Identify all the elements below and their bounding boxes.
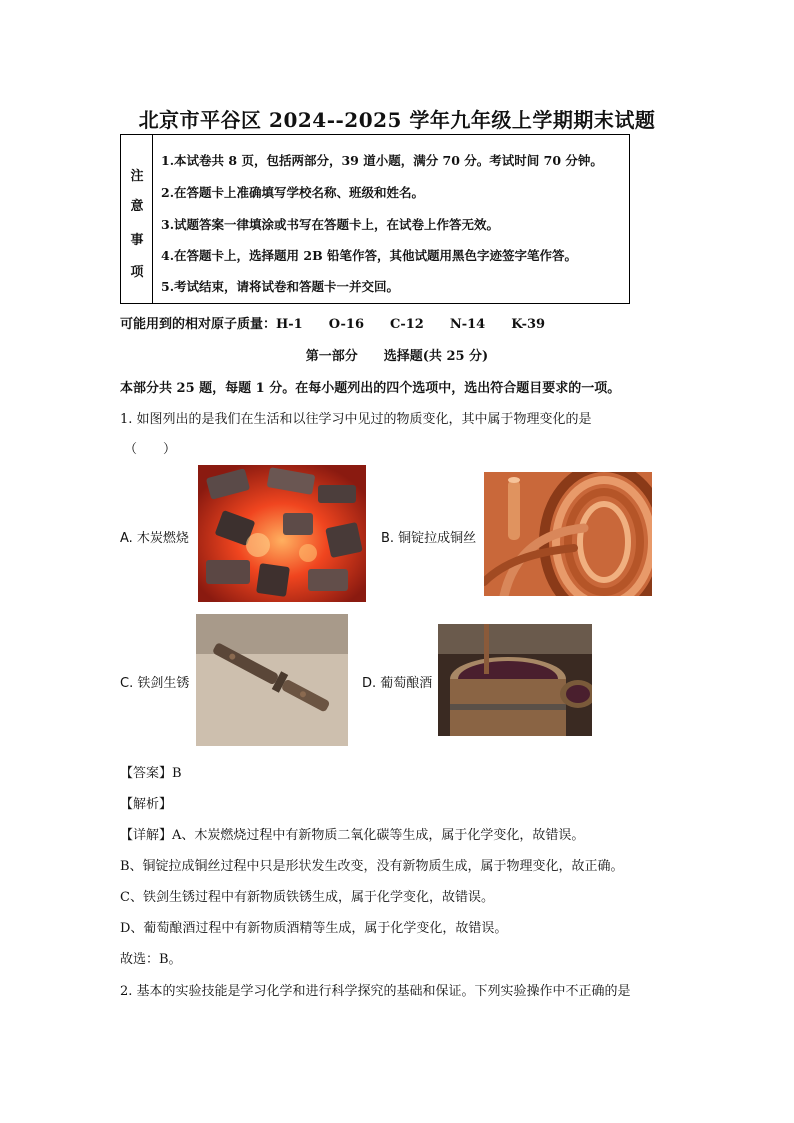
document-title: 北京市平谷区 2024--2025 学年九年级上学期期末试题 (138, 108, 656, 132)
notice-item: 2.在答题卡上准确填写学校名称、班级和姓名。 (161, 185, 425, 200)
notice-side-char: 意 (130, 199, 144, 214)
notice-side-label (121, 135, 153, 303)
option-a-label: A. 木炭燃烧 (120, 531, 189, 546)
question-2-stem: 2. 基本的实验技能是学习化学和进行科学探究的基础和保证。下列实验操作中不正确的是 (120, 984, 631, 999)
analysis-detail-d: D、葡萄酿酒过程中有新物质酒精等生成，属于化学变化，故错误。 (120, 921, 508, 936)
notice-item: 1.本试卷共 8 页，包括两部分，39 道小题，满分 70 分。考试时间 70 分钟。 (161, 153, 603, 168)
analysis-detail-a: 【详解】A、木炭燃烧过程中有新物质二氧化碳等生成，属于化学变化，故错误。 (120, 828, 585, 843)
question-1-stem: 1. 如图列出的是我们在生活和以往学习中见过的物质变化，其中属于物理变化的是 (120, 412, 592, 427)
wine-making-image (438, 624, 592, 736)
analysis-detail-c: C、铁剑生锈过程中有新物质铁锈生成，属于化学变化，故错误。 (120, 890, 494, 905)
option-d-label: D. 葡萄酿酒 (362, 676, 433, 691)
option-b-label: B. 铜锭拉成铜丝 (381, 531, 477, 546)
analysis-heading: 【解析】 (120, 797, 173, 812)
notice-side-char: 事 (130, 233, 144, 248)
part-description: 本部分共 25 题，每题 1 分。在每小题列出的四个选项中，选出符合题目要求的一项。 (120, 381, 621, 396)
part-title: 第一部分 选择题(共 25 分) (305, 349, 489, 364)
question-1-paren: （ ） (124, 442, 177, 457)
atomic-mass-line: 可能用到的相对原子质量：H-1 O-16 C-12 N-14 K-39 (120, 317, 546, 332)
copper-wire-image (484, 472, 652, 596)
notice-item: 3.试题答案一律填涂或书写在答题卡上，在试卷上作答无效。 (161, 217, 500, 232)
charcoal-burning-image (198, 465, 366, 602)
notice-box (120, 134, 630, 304)
notice-side-char: 项 (130, 265, 144, 280)
analysis-conclusion: 故选：B。 (120, 952, 182, 967)
notice-item: 4.在答题卡上，选择题用 2B 铅笔作答，其他试题用黑色字迹签字笔作答。 (161, 248, 578, 263)
notice-side-char: 注 (130, 169, 144, 184)
question-1-answer: 【答案】B (120, 766, 182, 781)
notice-item: 5.考试结束，请将试卷和答题卡一并交回。 (161, 279, 400, 294)
option-c-label: C. 铁剑生锈 (120, 676, 190, 691)
rusty-sword-image (196, 614, 348, 746)
analysis-detail-b: B、铜锭拉成铜丝过程中只是形状发生改变，没有新物质生成，属于物理变化，故正确。 (120, 859, 624, 874)
